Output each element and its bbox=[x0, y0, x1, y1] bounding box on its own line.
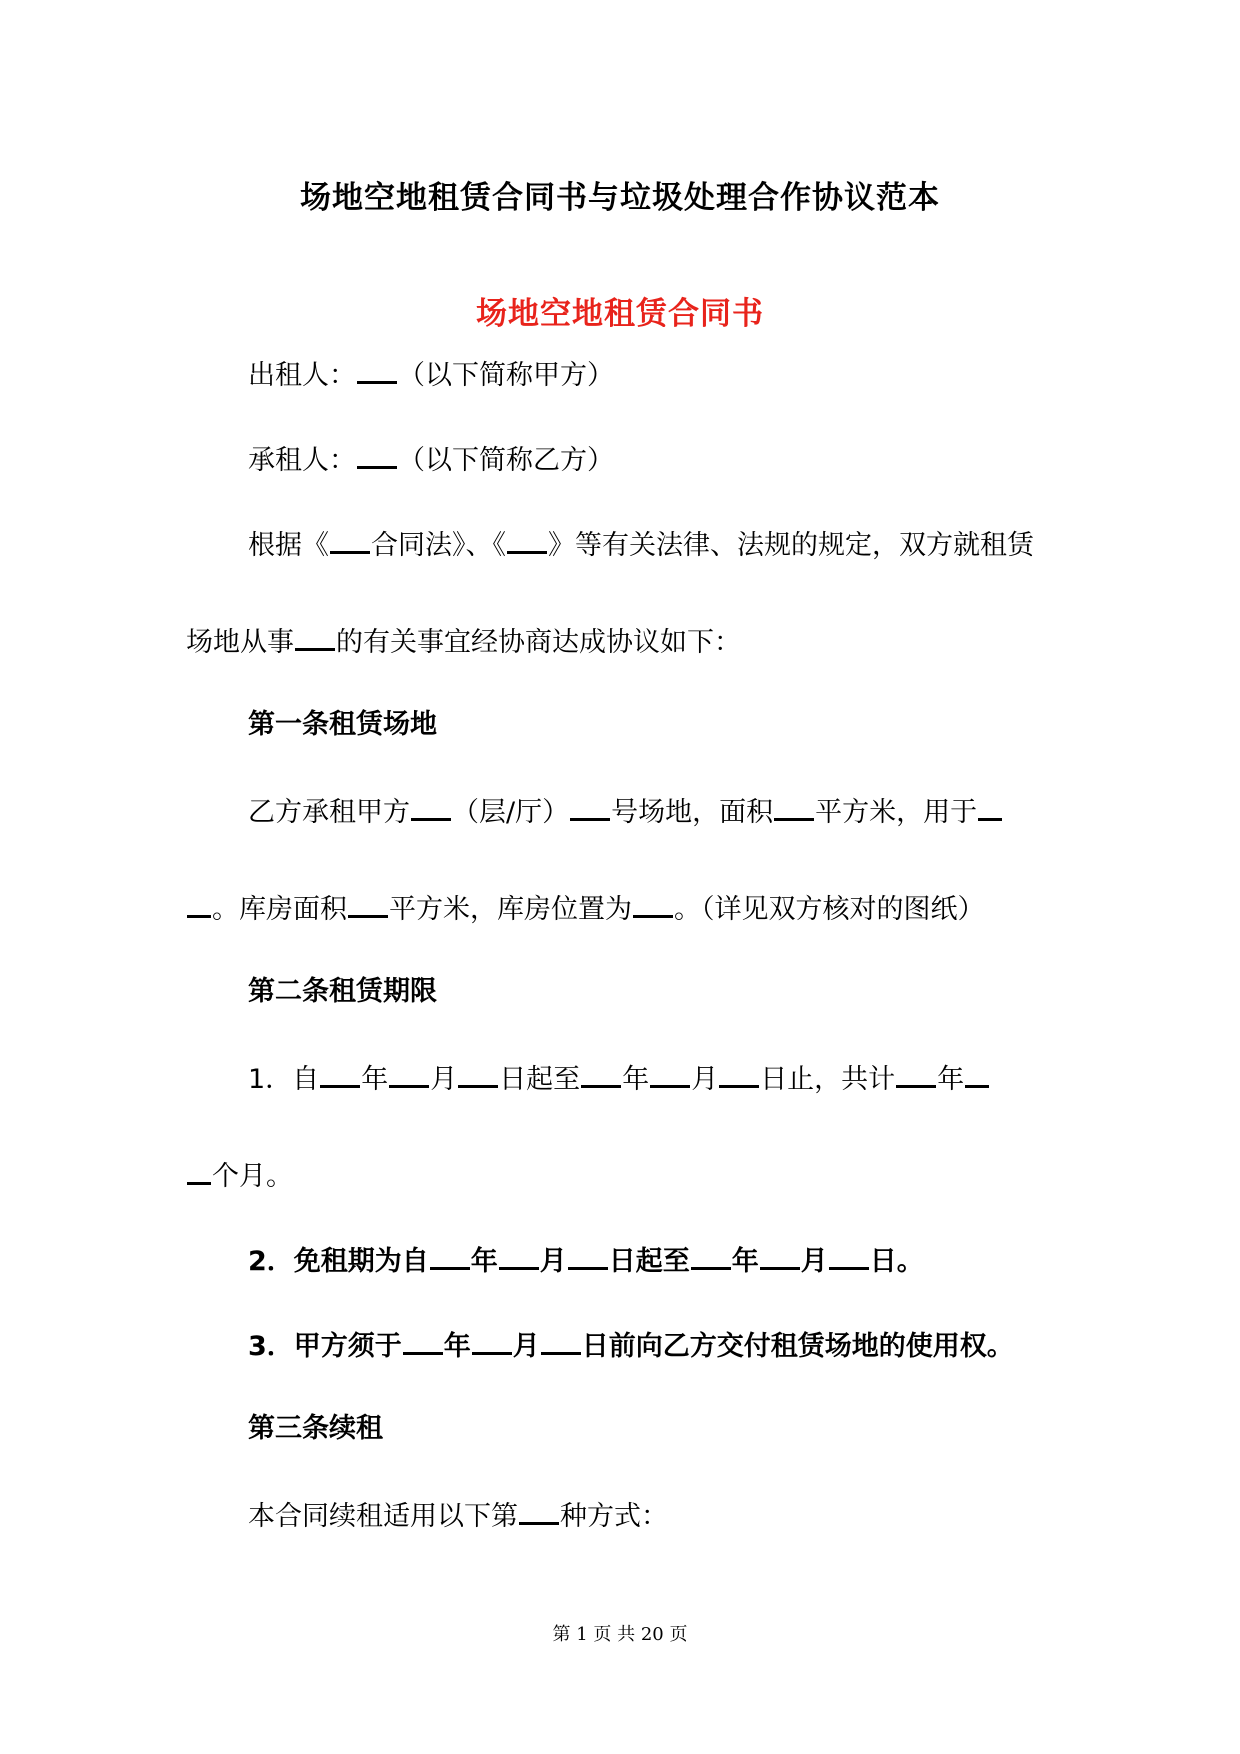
fill-blank bbox=[519, 1496, 559, 1525]
fill-blank bbox=[965, 1059, 989, 1088]
fill-blank bbox=[187, 1156, 211, 1185]
fill-blank bbox=[978, 792, 1002, 821]
fill-blank bbox=[458, 1059, 498, 1088]
fill-blank bbox=[357, 355, 397, 384]
fill-blank bbox=[650, 1059, 690, 1088]
article-1-line-1: 乙方承租甲方 （层/厅） 号场地，面积 平方米，用于 bbox=[248, 792, 1003, 831]
article-2-item-1-cont: 个月。 bbox=[186, 1156, 293, 1195]
article-1-line-2: 。库房面积 平方米，库房位置为 。（详见双方核对的图纸） bbox=[186, 889, 985, 928]
fill-blank bbox=[472, 1326, 512, 1355]
fill-blank bbox=[568, 1241, 608, 1270]
fill-blank bbox=[507, 525, 547, 554]
article-2-heading: 第二条租赁期限 bbox=[248, 976, 437, 1007]
article-2-item-1: 1．自 年 月 日起至 年 月 日止，共计 年 bbox=[248, 1059, 990, 1098]
fill-blank bbox=[411, 792, 451, 821]
fill-blank bbox=[570, 792, 610, 821]
fill-blank bbox=[357, 440, 397, 469]
fill-blank bbox=[541, 1326, 581, 1355]
fill-blank bbox=[430, 1241, 470, 1270]
article-1-heading: 第一条租赁场地 bbox=[248, 709, 437, 740]
fill-blank bbox=[389, 1059, 429, 1088]
section-title: 场地空地租赁合同书 bbox=[476, 296, 764, 332]
basis-line-2: 场地从事 的有关事宜经协商达成协议如下： bbox=[186, 622, 741, 661]
article-2-item-2: 2．免租期为自 年 月 日起至 年 月 日。 bbox=[248, 1241, 924, 1280]
article-2-item-3: 3．甲方须于 年 月 日前向乙方交付租赁场地的使用权。 bbox=[248, 1326, 1014, 1365]
fill-blank bbox=[896, 1059, 936, 1088]
fill-blank bbox=[829, 1241, 869, 1270]
fill-blank bbox=[499, 1241, 539, 1270]
fill-blank bbox=[330, 525, 370, 554]
article-3-heading: 第三条续租 bbox=[248, 1413, 383, 1444]
fill-blank bbox=[760, 1241, 800, 1270]
lessee-line: 承租人： （以下简称乙方） bbox=[248, 440, 614, 479]
basis-line-1: 根据《 合同法》、《 》等有关法律、法规的规定，双方就租赁 bbox=[248, 525, 1034, 564]
fill-blank bbox=[774, 792, 814, 821]
fill-blank bbox=[691, 1241, 731, 1270]
document-title: 场地空地租赁合同书与垃圾处理合作协议范本 bbox=[300, 180, 940, 216]
fill-blank bbox=[187, 889, 211, 918]
fill-blank bbox=[348, 889, 388, 918]
fill-blank bbox=[719, 1059, 759, 1088]
fill-blank bbox=[295, 622, 335, 651]
fill-blank bbox=[403, 1326, 443, 1355]
fill-blank bbox=[581, 1059, 621, 1088]
fill-blank bbox=[320, 1059, 360, 1088]
fill-blank bbox=[633, 889, 673, 918]
article-3-line-1: 本合同续租适用以下第 种方式： bbox=[248, 1496, 668, 1535]
lessor-line: 出租人： （以下简称甲方） bbox=[248, 355, 614, 394]
page-indicator: 第 1 页 共 20 页 bbox=[552, 1624, 688, 1645]
